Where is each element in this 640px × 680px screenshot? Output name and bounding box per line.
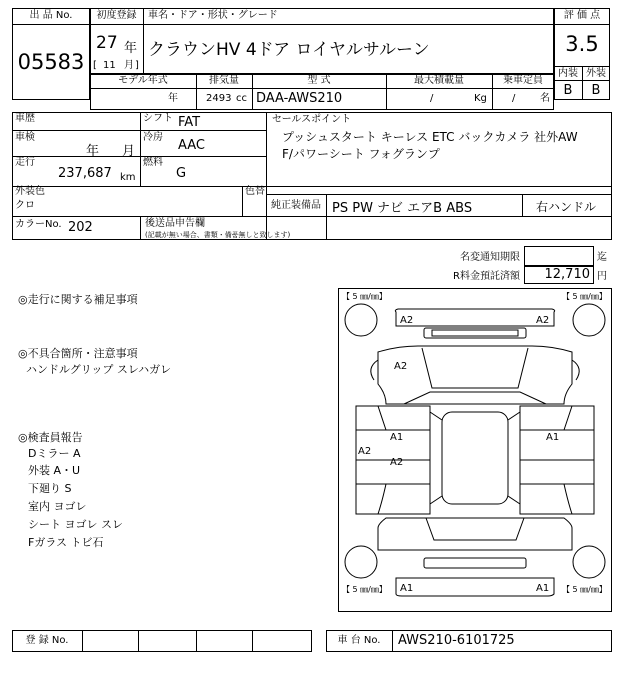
- hood: [378, 346, 572, 404]
- mileage-unit: km: [120, 172, 136, 183]
- load-unit: Kg: [474, 93, 487, 104]
- capacity-unit: 名: [540, 93, 550, 104]
- recycle-label: R料金預託済額: [453, 271, 520, 282]
- running-notes-title: ◎走行に関する補足事項: [18, 293, 138, 306]
- car-damage-diagram: [338, 288, 612, 612]
- damage-mark: A2: [358, 446, 372, 457]
- trunk: [378, 518, 572, 550]
- displacement-unit: cc: [236, 93, 247, 104]
- color-no-label: カラーNo.: [15, 219, 62, 230]
- wheel-rear-left: [345, 546, 377, 578]
- history-label: 車歴: [15, 113, 35, 124]
- damage-mark: A1: [536, 583, 550, 594]
- lot-number: 05583: [17, 50, 85, 74]
- exterior-color-label: 外装色: [15, 186, 45, 197]
- inspector-line: 外装 A・U: [28, 464, 81, 477]
- inspector-line: Dミラー A: [28, 447, 81, 460]
- mileage-value: 237,687: [58, 166, 112, 181]
- title-change-field: [524, 246, 594, 266]
- chassis-number: AWS210-6101725: [398, 633, 515, 648]
- first-reg-year: 27: [96, 33, 118, 53]
- shift-value: FAT: [178, 115, 201, 130]
- damage-mark: A2: [400, 315, 414, 326]
- damage-mark: A2: [394, 361, 408, 372]
- recycle-unit: 円: [597, 271, 607, 282]
- interior-grade: B: [563, 83, 573, 98]
- color-no-value: 202: [68, 220, 93, 235]
- overall-score: 3.5: [565, 32, 599, 56]
- sales-points-line2: F/パワーシート フォグランプ: [282, 147, 440, 161]
- sales-points-label: セールスポイント: [272, 114, 352, 125]
- exterior-color-value: クロ: [15, 200, 35, 211]
- model-code: DAA-AWS210: [256, 91, 343, 106]
- car-info-label: 車名・ドア・形状・グレード: [148, 10, 278, 21]
- tire-front-left-label: 【 5 ㎜/㎜】: [342, 292, 387, 301]
- mileage-label: 走行: [15, 157, 35, 168]
- color-change-label: 色替: [245, 186, 265, 197]
- chassis-label: 車 台 No.: [337, 635, 381, 646]
- equipment-value: PS PW ナビ エアB ABS: [332, 201, 473, 216]
- inspection-month-unit: 月: [122, 144, 136, 159]
- front-bumper: [395, 309, 554, 326]
- damage-mark: A1: [400, 583, 414, 594]
- max-load-label: 最大積載量: [414, 75, 464, 86]
- model-label: 型 式: [307, 75, 331, 86]
- equipment-label: 純正装備品: [271, 200, 321, 211]
- inspection-label: 車検: [15, 132, 35, 143]
- title-change-label: 名変通知期限: [460, 252, 520, 263]
- damage-mark: A2: [390, 457, 404, 468]
- recycle-value: 12,710: [544, 267, 590, 282]
- defects-title: ◎不具合箇所・注意事項: [18, 347, 138, 360]
- model-year-unit: 年: [168, 93, 178, 104]
- shift-label: シフト: [143, 113, 173, 124]
- wheel-rear-right: [573, 546, 605, 578]
- after-report-label: 後送品申告欄: [145, 218, 205, 229]
- year-unit: 年: [124, 41, 138, 56]
- interior-label: 内装: [558, 68, 578, 79]
- displacement-label: 排気量: [209, 75, 239, 86]
- tire-rear-left-label: 【 5 ㎜/㎜】: [342, 585, 387, 594]
- registration-label: 登 録 No.: [25, 635, 69, 646]
- wheel-front-left: [345, 304, 377, 336]
- damage-mark: A1: [390, 432, 404, 443]
- inspection-year-unit: 年: [86, 144, 100, 159]
- title-change-unit: 迄: [597, 252, 607, 263]
- inspector-title: ◎検査員報告: [18, 431, 83, 444]
- roof: [442, 412, 508, 504]
- sales-points-line1: プッシュスタート キーレス ETC バックカメラ 社外AW: [282, 130, 578, 144]
- exterior-grade: B: [591, 83, 601, 98]
- car-name: クラウンHV 4ドア ロイヤルサルーン: [148, 40, 430, 60]
- inspector-line: シート ヨゴレ スレ: [28, 518, 123, 531]
- first-reg-month: 11: [103, 60, 116, 71]
- inspector-line: Fガラス トビ石: [28, 536, 104, 549]
- tire-rear-right-label: 【 5 ㎜/㎜】: [562, 585, 607, 594]
- fuel-label: 燃料: [143, 157, 163, 168]
- inspector-line: 室内 ヨゴレ: [28, 500, 87, 513]
- grade-label: 評 価 点: [563, 10, 601, 21]
- inspector-line: 下廻り S: [28, 482, 72, 495]
- rear-panel: [424, 558, 526, 568]
- damage-mark: A1: [546, 432, 560, 443]
- damage-mark: A2: [536, 315, 550, 326]
- fuel-value: G: [176, 166, 187, 181]
- displacement-value: 2493: [206, 93, 232, 104]
- model-year-label: モデル年式: [118, 75, 168, 86]
- first-reg-label: 初度登録: [96, 10, 137, 21]
- month-unit: 月: [124, 60, 134, 71]
- tire-front-right-label: 【 5 ㎜/㎜】: [562, 292, 607, 301]
- ac-label: 冷房: [143, 132, 163, 143]
- after-report-note: (記載が無い場合、書類・備품無しと致します): [145, 231, 291, 239]
- lot-label: 出 品 No.: [29, 10, 73, 21]
- wheel-front-right: [573, 304, 605, 336]
- steering-value: 右ハンドル: [536, 200, 597, 214]
- capacity-label: 乗車定員: [503, 75, 543, 86]
- exterior-label: 外装: [586, 68, 606, 79]
- rear-bumper: [396, 578, 554, 596]
- defects-line: ハンドルグリップ スレハガレ: [26, 363, 172, 376]
- ac-value: AAC: [178, 138, 205, 153]
